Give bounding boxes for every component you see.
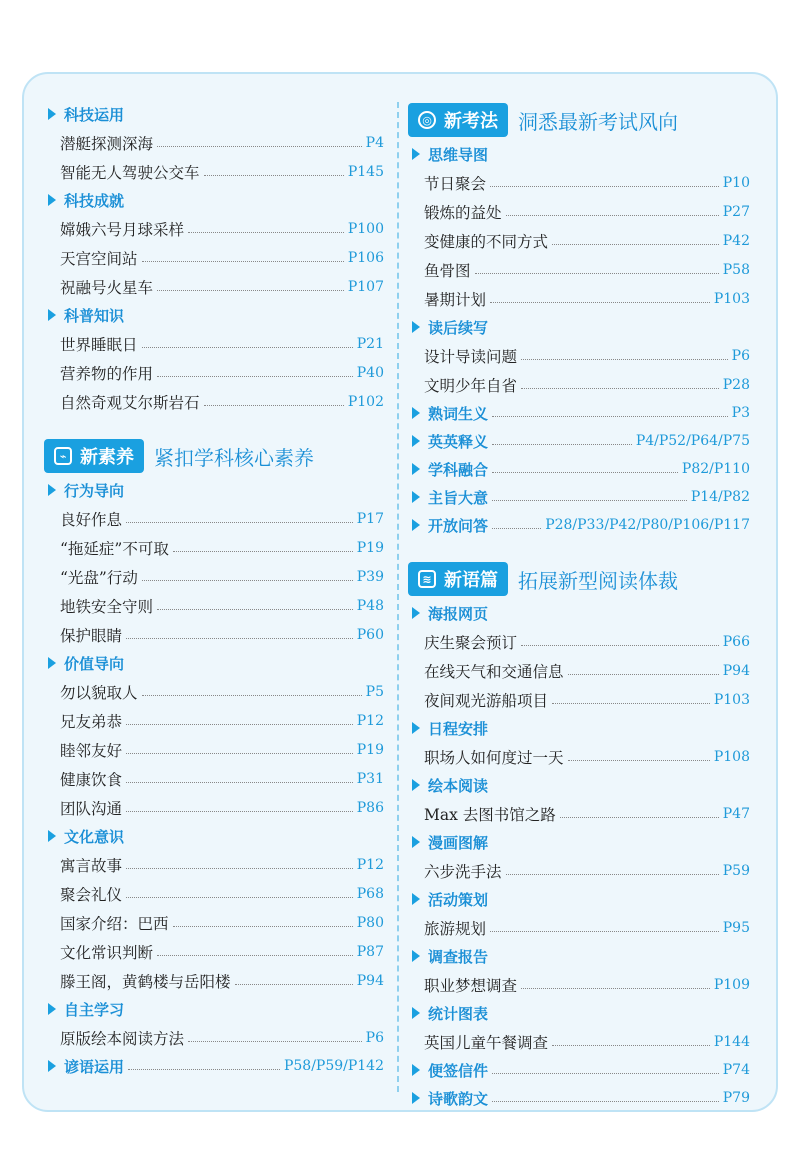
category-label: 绘本阅读 xyxy=(428,776,489,795)
category-label: 价值导向 xyxy=(64,654,125,673)
category-heading xyxy=(44,100,384,128)
triangle-bullet-icon xyxy=(412,893,420,905)
category-label: 活动策划 xyxy=(428,890,489,909)
entry-title: 文化常识判断 xyxy=(60,943,154,962)
toc-entry[interactable] xyxy=(408,656,750,685)
dot-leader xyxy=(204,404,344,406)
section-title: 新考法 xyxy=(444,111,498,132)
dot-leader xyxy=(188,1040,362,1042)
toc-entry[interactable] xyxy=(44,358,384,387)
entry-page: P17 xyxy=(356,510,384,527)
entry-page: P82/P110 xyxy=(681,461,750,477)
entry-page: P31 xyxy=(356,770,384,787)
category-label: 熟词生义 xyxy=(428,404,489,423)
toc-entry[interactable] xyxy=(44,214,384,243)
category-label: 漫画图解 xyxy=(428,833,489,852)
entry-page: P39 xyxy=(356,568,384,585)
dot-leader xyxy=(492,443,632,445)
dot-leader xyxy=(568,759,710,761)
triangle-bullet-icon xyxy=(412,779,420,791)
dot-leader xyxy=(492,415,728,417)
toc-entry[interactable] xyxy=(44,908,384,937)
toc-entry[interactable] xyxy=(44,533,384,562)
entry-title: 健康饮食 xyxy=(60,770,123,789)
category-label: 学科融合 xyxy=(428,460,489,479)
category-heading xyxy=(408,714,750,742)
dot-leader xyxy=(126,723,353,725)
column-divider xyxy=(397,102,399,1092)
entry-title: 良好作息 xyxy=(60,510,123,529)
toc-entry[interactable] xyxy=(44,1023,384,1052)
toc-entry[interactable] xyxy=(408,284,750,313)
dot-leader xyxy=(560,816,719,818)
triangle-bullet-icon xyxy=(48,484,56,496)
toc-entry[interactable] xyxy=(44,850,384,879)
category-label: 科技运用 xyxy=(64,105,125,124)
dot-leader xyxy=(157,289,344,291)
entry-page: P47 xyxy=(722,805,750,822)
category-label: 主旨大意 xyxy=(428,488,489,507)
category-inline-entry[interactable] xyxy=(408,1084,750,1112)
entry-title: 在线天气和交通信息 xyxy=(424,662,564,681)
entry-page: P145 xyxy=(347,163,384,180)
entry-title: 保护眼睛 xyxy=(60,626,123,645)
toc-entry[interactable] xyxy=(408,913,750,942)
toc-entry[interactable] xyxy=(408,1027,750,1056)
category-label: 调查报告 xyxy=(428,947,489,966)
dot-leader xyxy=(521,987,710,989)
entry-title: 文明少年自省 xyxy=(424,376,518,395)
section-heading xyxy=(408,100,750,140)
entry-page: P103 xyxy=(713,691,750,708)
dot-leader xyxy=(142,694,362,696)
entry-title: 职业梦想调查 xyxy=(424,976,518,995)
triangle-bullet-icon xyxy=(48,1060,56,1072)
category-label: 读后续写 xyxy=(428,318,489,337)
toc-entry[interactable] xyxy=(44,591,384,620)
entry-title: 智能无人驾驶公交车 xyxy=(60,163,200,182)
triangle-bullet-icon xyxy=(412,1007,420,1019)
dot-leader xyxy=(492,471,678,473)
toc-entry[interactable] xyxy=(44,387,384,416)
entry-title: 变健康的不同方式 xyxy=(424,232,549,251)
dot-leader xyxy=(126,637,353,639)
category-inline-entry[interactable] xyxy=(408,483,750,511)
entry-page: P42 xyxy=(722,232,750,249)
toc-entry[interactable] xyxy=(408,685,750,714)
category-label: 海报网页 xyxy=(428,604,489,623)
section-icon: ⌁ xyxy=(54,447,72,465)
dot-leader xyxy=(552,243,719,245)
entry-page: P144 xyxy=(713,1033,750,1050)
toc-entry[interactable] xyxy=(408,341,750,370)
category-label: 日程安排 xyxy=(428,719,489,738)
entry-title: 营养物的作用 xyxy=(60,364,154,383)
entry-page: P102 xyxy=(347,393,384,410)
toc-entry[interactable] xyxy=(408,370,750,399)
triangle-bullet-icon xyxy=(412,1092,420,1104)
entry-title: 寓言故事 xyxy=(60,856,123,875)
dot-leader xyxy=(492,1072,719,1074)
toc-entry[interactable] xyxy=(408,799,750,828)
toc-entry[interactable] xyxy=(44,764,384,793)
entry-page: P79 xyxy=(722,1090,750,1106)
category-heading xyxy=(44,186,384,214)
dot-leader xyxy=(142,346,353,348)
dot-leader xyxy=(128,1068,280,1070)
dot-leader xyxy=(492,499,687,501)
category-heading xyxy=(408,771,750,799)
entry-title: 六步洗手法 xyxy=(424,862,502,881)
dot-leader xyxy=(506,873,719,875)
category-inline-entry[interactable] xyxy=(408,455,750,483)
category-heading xyxy=(44,649,384,677)
entry-title: 庆生聚会预订 xyxy=(424,633,518,652)
category-heading xyxy=(44,476,384,504)
entry-page: P66 xyxy=(722,633,750,650)
section-icon: ≋ xyxy=(418,570,436,588)
dot-leader xyxy=(188,231,344,233)
category-heading xyxy=(408,828,750,856)
toc-entry[interactable] xyxy=(44,504,384,533)
dot-leader xyxy=(568,673,719,675)
toc-entry[interactable] xyxy=(408,255,750,284)
section-title: 新语篇 xyxy=(444,570,498,591)
entry-page: P94 xyxy=(356,972,384,989)
category-heading xyxy=(408,999,750,1027)
dot-leader xyxy=(204,174,344,176)
dot-leader xyxy=(521,387,719,389)
toc-entry[interactable] xyxy=(44,966,384,995)
entry-page: P103 xyxy=(713,290,750,307)
entry-title: 鱼骨图 xyxy=(424,261,471,280)
category-inline-entry[interactable] xyxy=(44,1052,384,1080)
toc-entry[interactable] xyxy=(408,856,750,885)
dot-leader xyxy=(490,185,719,187)
entry-page: P28 xyxy=(722,376,750,393)
entry-page: P80 xyxy=(356,914,384,931)
category-label: 便签信件 xyxy=(428,1061,489,1080)
dot-leader xyxy=(126,810,353,812)
entry-page: P28/P33/P42/P80/P106/P117 xyxy=(545,517,750,533)
triangle-bullet-icon xyxy=(48,108,56,120)
entry-title: 节日聚会 xyxy=(424,174,487,193)
category-label: 科普知识 xyxy=(64,306,125,325)
category-inline-entry[interactable] xyxy=(408,1056,750,1084)
toc-entry[interactable] xyxy=(44,793,384,822)
entry-page: P109 xyxy=(713,976,750,993)
category-heading xyxy=(408,885,750,913)
category-label: 开放问答 xyxy=(428,516,489,535)
entry-title: “光盘”行动 xyxy=(60,568,138,587)
entry-page: P59 xyxy=(722,862,750,879)
entry-page: P6 xyxy=(731,347,750,364)
dot-leader xyxy=(126,867,353,869)
toc-entry[interactable] xyxy=(44,128,384,157)
entry-page: P3 xyxy=(731,405,750,421)
entry-page: P48 xyxy=(356,597,384,614)
entry-page: P58 xyxy=(722,261,750,278)
entry-page: P94 xyxy=(722,662,750,679)
entry-page: P21 xyxy=(356,335,384,352)
entry-page: P95 xyxy=(722,919,750,936)
entry-page: P40 xyxy=(356,364,384,381)
dot-leader xyxy=(126,781,353,783)
entry-title: 英国儿童午餐调查 xyxy=(424,1033,549,1052)
entry-title: 团队沟通 xyxy=(60,799,123,818)
dot-leader xyxy=(552,702,710,704)
entry-title: 暑期计划 xyxy=(424,290,487,309)
entry-title: 夜间观光游船项目 xyxy=(424,691,549,710)
category-label: 统计图表 xyxy=(428,1004,489,1023)
entry-title: 兄友弟恭 xyxy=(60,712,123,731)
toc-entry[interactable] xyxy=(44,677,384,706)
entry-page: P74 xyxy=(722,1062,750,1078)
toc-entry[interactable] xyxy=(44,879,384,908)
dot-leader xyxy=(506,214,719,216)
triangle-bullet-icon xyxy=(412,836,420,848)
category-label: 诗歌韵文 xyxy=(428,1089,489,1108)
section-subtitle: 拓展新型阅读体裁 xyxy=(518,568,678,593)
category-inline-entry[interactable] xyxy=(408,399,750,427)
entry-title: 潜艇探测深海 xyxy=(60,134,154,153)
section-heading xyxy=(44,436,384,476)
entry-page: P14/P82 xyxy=(690,489,750,505)
entry-page: P107 xyxy=(347,278,384,295)
entry-title: 国家介绍：巴西 xyxy=(60,914,169,933)
triangle-bullet-icon xyxy=(48,194,56,206)
entry-page: P60 xyxy=(356,626,384,643)
dot-leader xyxy=(173,550,353,552)
category-label: 英英释义 xyxy=(428,432,489,451)
entry-title: 世界睡眠日 xyxy=(60,335,138,354)
entry-title: 锻炼的益处 xyxy=(424,203,502,222)
section-subtitle: 洞悉最新考试风向 xyxy=(518,109,678,134)
dot-leader xyxy=(126,521,353,523)
left-column xyxy=(44,100,384,1080)
entry-title: “拖延症”不可取 xyxy=(60,539,169,558)
category-heading xyxy=(408,140,750,168)
triangle-bullet-icon xyxy=(412,148,420,160)
entry-title: 祝融号火星车 xyxy=(60,278,154,297)
entry-page: P10 xyxy=(722,174,750,191)
section-icon: ◎ xyxy=(418,111,436,129)
triangle-bullet-icon xyxy=(412,722,420,734)
entry-title: 设计导读问题 xyxy=(424,347,518,366)
category-heading xyxy=(408,599,750,627)
triangle-bullet-icon xyxy=(412,463,420,475)
toc-entry[interactable] xyxy=(408,970,750,999)
entry-page: P12 xyxy=(356,712,384,729)
category-heading xyxy=(408,942,750,970)
section-subtitle: 紧扣学科核心素养 xyxy=(154,445,314,470)
triangle-bullet-icon xyxy=(412,491,420,503)
section-heading xyxy=(408,559,750,599)
dot-leader xyxy=(235,983,353,985)
category-label: 行为导向 xyxy=(64,481,125,500)
triangle-bullet-icon xyxy=(48,1003,56,1015)
dot-leader xyxy=(157,608,353,610)
entry-page: P19 xyxy=(356,539,384,556)
triangle-bullet-icon xyxy=(412,407,420,419)
dot-leader xyxy=(521,358,728,360)
toc-entry[interactable] xyxy=(44,243,384,272)
triangle-bullet-icon xyxy=(412,321,420,333)
dot-leader xyxy=(173,925,353,927)
dot-leader xyxy=(492,1100,719,1102)
triangle-bullet-icon xyxy=(48,830,56,842)
category-heading xyxy=(408,313,750,341)
entry-title: 地铁安全守则 xyxy=(60,597,154,616)
category-heading xyxy=(44,822,384,850)
dot-leader xyxy=(157,375,353,377)
toc-entry[interactable] xyxy=(44,706,384,735)
toc-entry[interactable] xyxy=(44,329,384,358)
entry-page: P4/P52/P64/P75 xyxy=(635,433,750,449)
triangle-bullet-icon xyxy=(412,950,420,962)
toc-entry[interactable] xyxy=(44,157,384,186)
category-heading xyxy=(44,301,384,329)
category-inline-entry[interactable] xyxy=(408,427,750,455)
toc-entry[interactable] xyxy=(408,197,750,226)
dot-leader xyxy=(475,272,719,274)
entry-page: P100 xyxy=(347,220,384,237)
entry-title: 嫦娥六号月球采样 xyxy=(60,220,185,239)
triangle-bullet-icon xyxy=(412,519,420,531)
entry-page: P5 xyxy=(365,683,384,700)
dot-leader xyxy=(142,260,344,262)
dot-leader xyxy=(157,145,362,147)
toc-entry[interactable] xyxy=(408,168,750,197)
category-label: 文化意识 xyxy=(64,827,125,846)
dot-leader xyxy=(126,752,353,754)
right-column xyxy=(408,100,750,1112)
category-label: 谚语运用 xyxy=(64,1057,125,1076)
entry-title: 天宫空间站 xyxy=(60,249,138,268)
entry-page: P86 xyxy=(356,799,384,816)
entry-title: 睦邻友好 xyxy=(60,741,123,760)
entry-page: P4 xyxy=(365,134,384,151)
dot-leader xyxy=(521,644,719,646)
entry-page: P106 xyxy=(347,249,384,266)
toc-entry[interactable] xyxy=(408,627,750,656)
entry-page: P68 xyxy=(356,885,384,902)
toc-entry[interactable] xyxy=(44,620,384,649)
entry-title: 勿以貌取人 xyxy=(60,683,138,702)
category-inline-entry[interactable] xyxy=(408,511,750,539)
dot-leader xyxy=(552,1044,710,1046)
dot-leader xyxy=(490,301,710,303)
dot-leader xyxy=(126,896,353,898)
entry-title: 滕王阁，黄鹤楼与岳阳楼 xyxy=(60,972,231,991)
entry-page: P19 xyxy=(356,741,384,758)
entry-title: 原版绘本阅读方法 xyxy=(60,1029,185,1048)
category-label: 思维导图 xyxy=(428,145,489,164)
category-label: 科技成就 xyxy=(64,191,125,210)
toc-entry[interactable] xyxy=(44,735,384,764)
category-heading xyxy=(44,995,384,1023)
triangle-bullet-icon xyxy=(412,1064,420,1076)
entry-title: 旅游规划 xyxy=(424,919,487,938)
dot-leader xyxy=(142,579,353,581)
entry-title: Max 去图书馆之路 xyxy=(424,805,556,824)
entry-title: 自然奇观艾尔斯岩石 xyxy=(60,393,200,412)
triangle-bullet-icon xyxy=(48,309,56,321)
dot-leader xyxy=(492,527,541,529)
entry-page: P12 xyxy=(356,856,384,873)
entry-page: P108 xyxy=(713,748,750,765)
section-title: 新素养 xyxy=(80,447,134,468)
entry-page: P27 xyxy=(722,203,750,220)
dot-leader xyxy=(157,954,353,956)
section-badge xyxy=(44,439,144,473)
entry-title: 职场人如何度过一天 xyxy=(424,748,564,767)
toc-entry[interactable] xyxy=(44,272,384,301)
category-label: 自主学习 xyxy=(64,1000,125,1019)
toc-entry[interactable] xyxy=(408,226,750,255)
toc-entry[interactable] xyxy=(44,937,384,966)
triangle-bullet-icon xyxy=(412,607,420,619)
section-badge xyxy=(408,562,508,596)
toc-entry[interactable] xyxy=(44,562,384,591)
section-badge xyxy=(408,103,508,137)
triangle-bullet-icon xyxy=(48,657,56,669)
triangle-bullet-icon xyxy=(412,435,420,447)
entry-page: P58/P59/P142 xyxy=(283,1058,384,1074)
entry-title: 聚会礼仪 xyxy=(60,885,123,904)
entry-page: P6 xyxy=(365,1029,384,1046)
entry-page: P87 xyxy=(356,943,384,960)
toc-entry[interactable] xyxy=(408,742,750,771)
dot-leader xyxy=(490,930,719,932)
